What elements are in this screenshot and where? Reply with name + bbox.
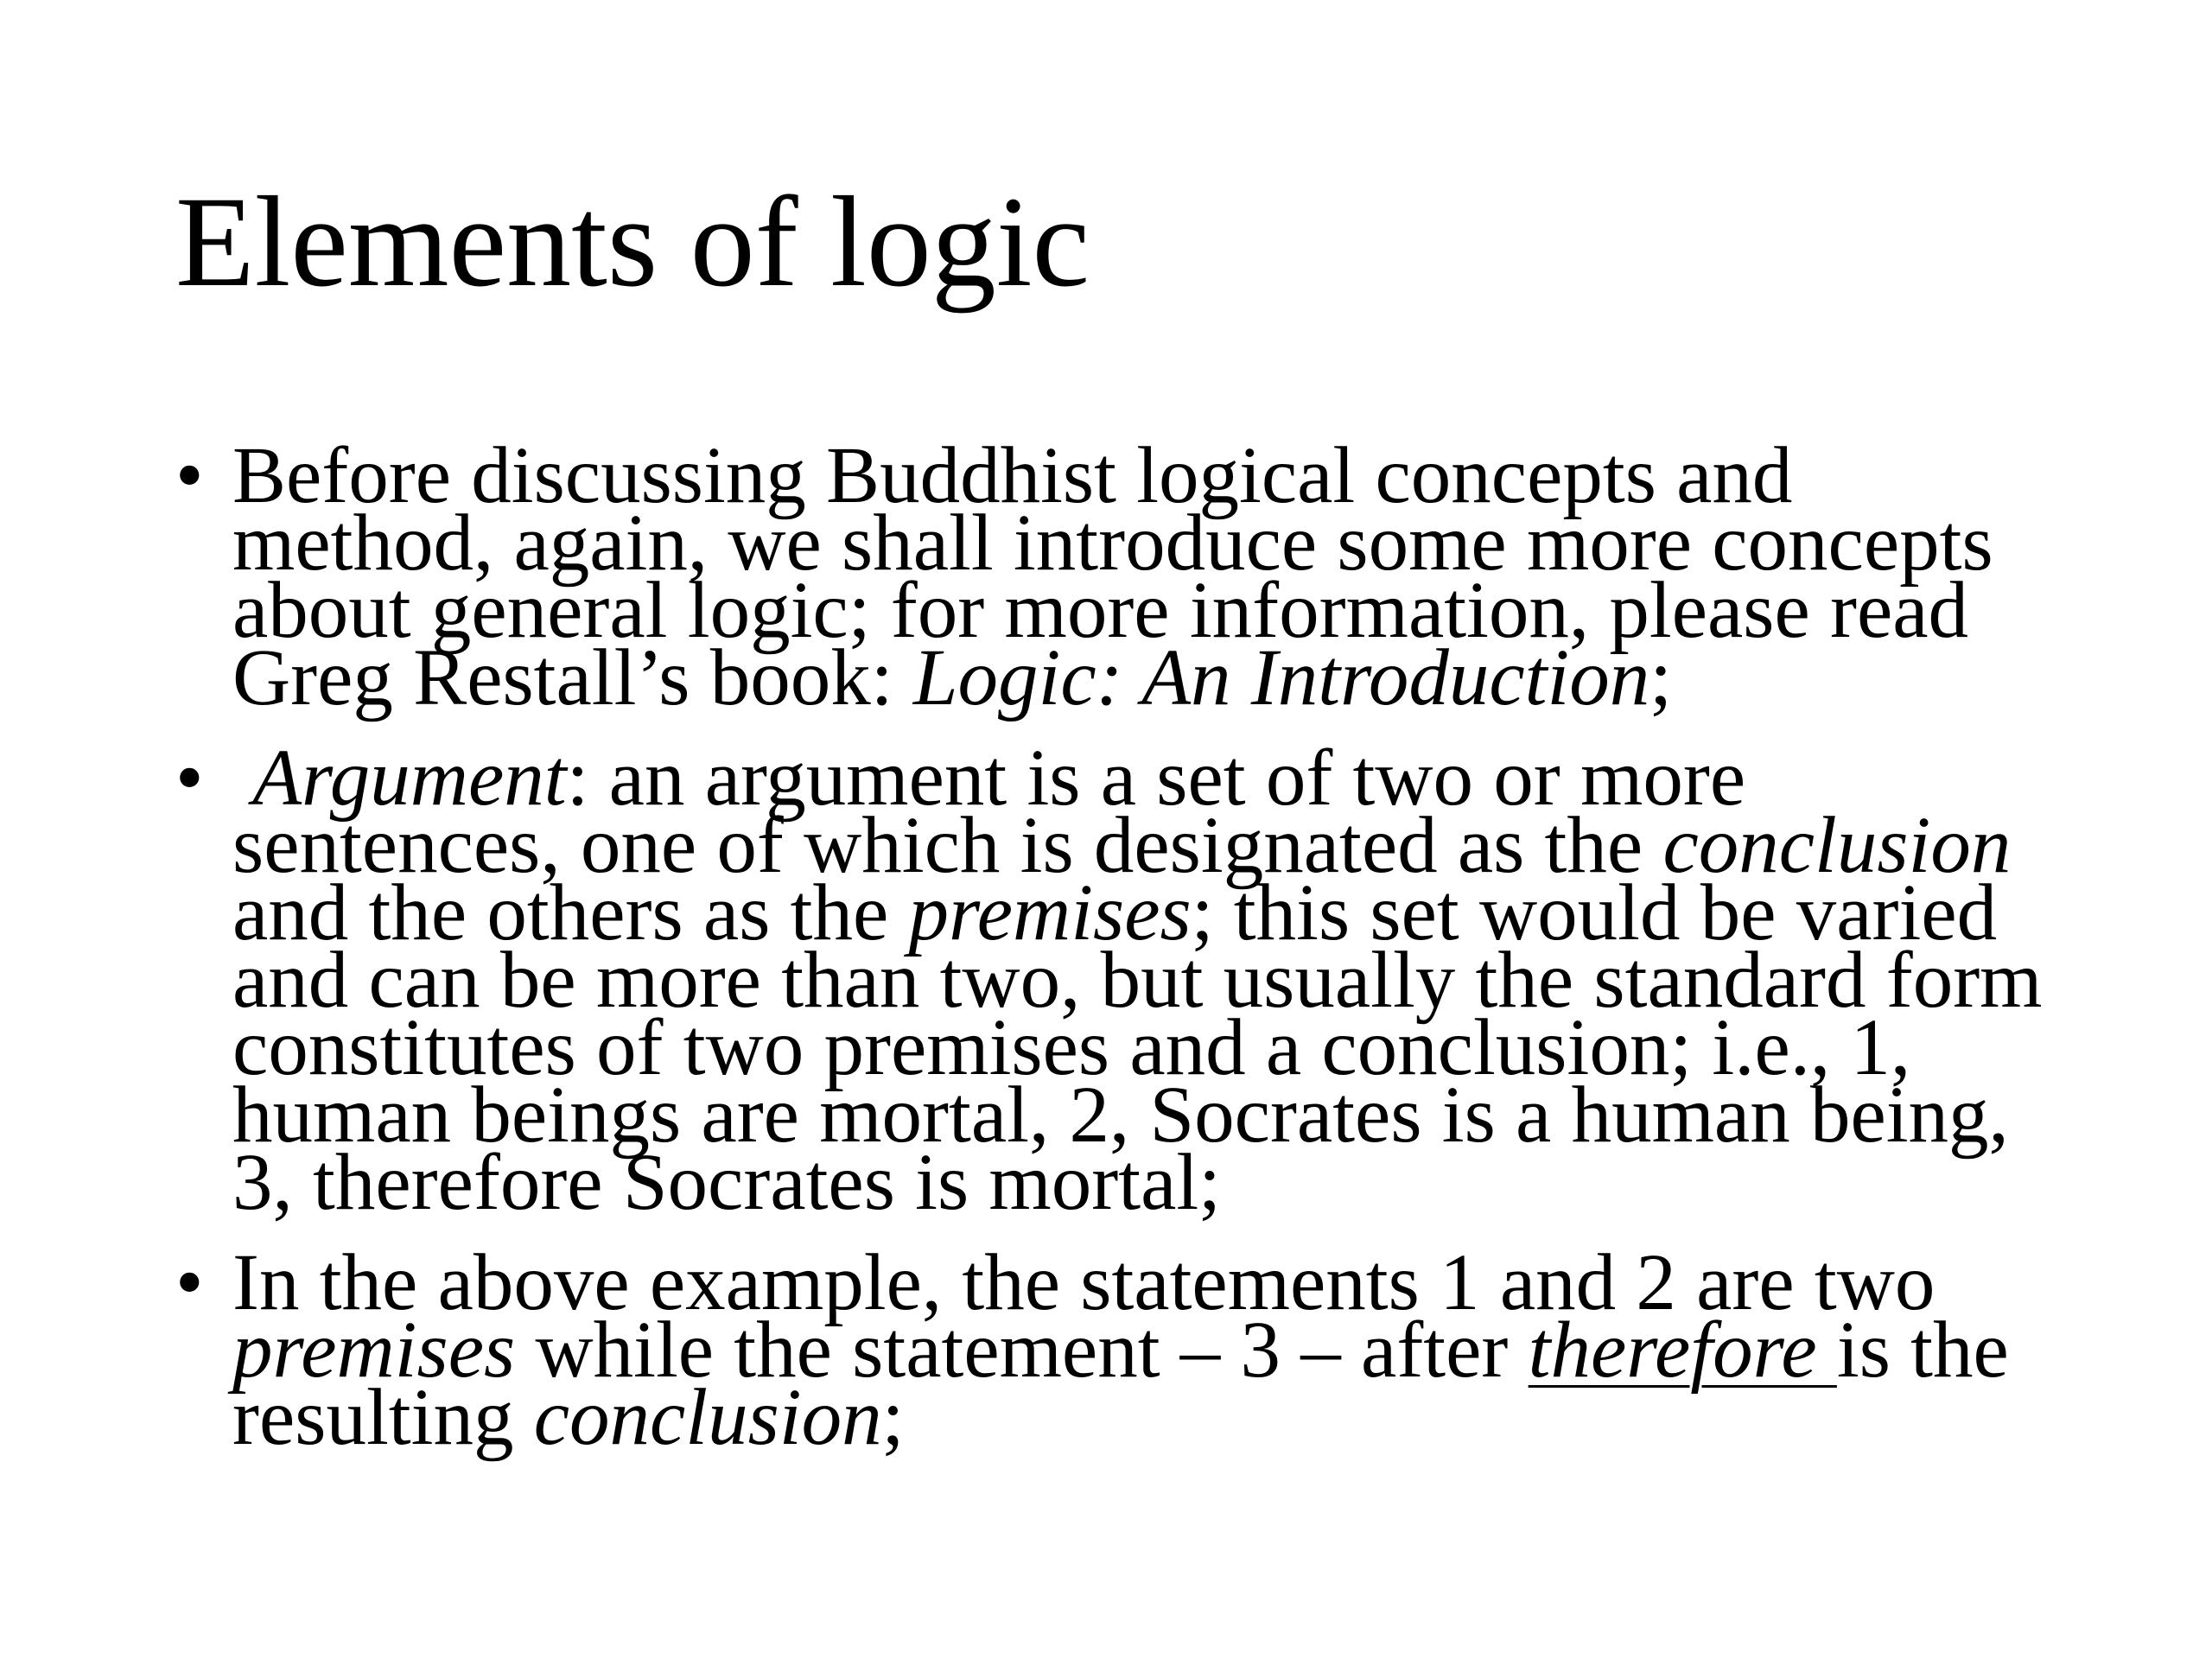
bullet-list — [175, 431, 2102, 1462]
term-argument: Argument — [252, 734, 567, 823]
text-run: human beings are mortal, 2, Socrates is a human being, — [232, 1071, 2009, 1160]
text-run: ; — [1649, 633, 1673, 722]
text-run: Greg Restall’s book: — [232, 633, 913, 722]
text-run: and the others as the — [232, 868, 909, 957]
term-conclusion: conclusion — [1662, 801, 2012, 890]
bullet-marker: • — [175, 734, 204, 823]
slide-title: Elements of logic — [175, 170, 1090, 314]
term-premises: premises — [232, 1306, 516, 1395]
text-run: ; this set would be varied — [1191, 868, 1998, 957]
text-run: 3, therefore Socrates is mortal; — [232, 1138, 1222, 1227]
bullet-item — [175, 431, 2102, 722]
bullet-item — [175, 1238, 2102, 1462]
text-run: is the — [1836, 1306, 2009, 1395]
text-run: Before discussing Buddhist logical concepts and — [232, 431, 1793, 520]
term-premises: premises — [908, 868, 1192, 957]
bullet-item — [175, 734, 2102, 1227]
term-conclusion: conclusion — [533, 1373, 882, 1462]
book-title: Logic: An Introduction — [912, 633, 1650, 722]
text-run: In the above example, the statements 1 and 2 are two — [232, 1238, 1936, 1327]
text-run: : an argument is a set of two or more — [566, 734, 1746, 823]
bullet-marker: • — [175, 431, 204, 520]
text-run: and can be more than two, but usually the standard form — [232, 936, 2043, 1025]
text-run: about general logic; for more information, please read — [232, 566, 1969, 655]
text-run: sentences, one of which is designated as the — [232, 801, 1663, 890]
text-run: resulting — [232, 1373, 534, 1462]
text-run: method, again, we shall introduce some more concepts — [232, 499, 1993, 588]
text-run: ; — [881, 1373, 905, 1462]
bullet-marker: • — [175, 1238, 204, 1327]
text-run: while the statement – 3 – after — [515, 1306, 1529, 1395]
term-therefore: therefore — [1528, 1306, 1837, 1395]
text-run: constitutes of two premises and a conclusion; i.e., 1, — [232, 1003, 1911, 1092]
